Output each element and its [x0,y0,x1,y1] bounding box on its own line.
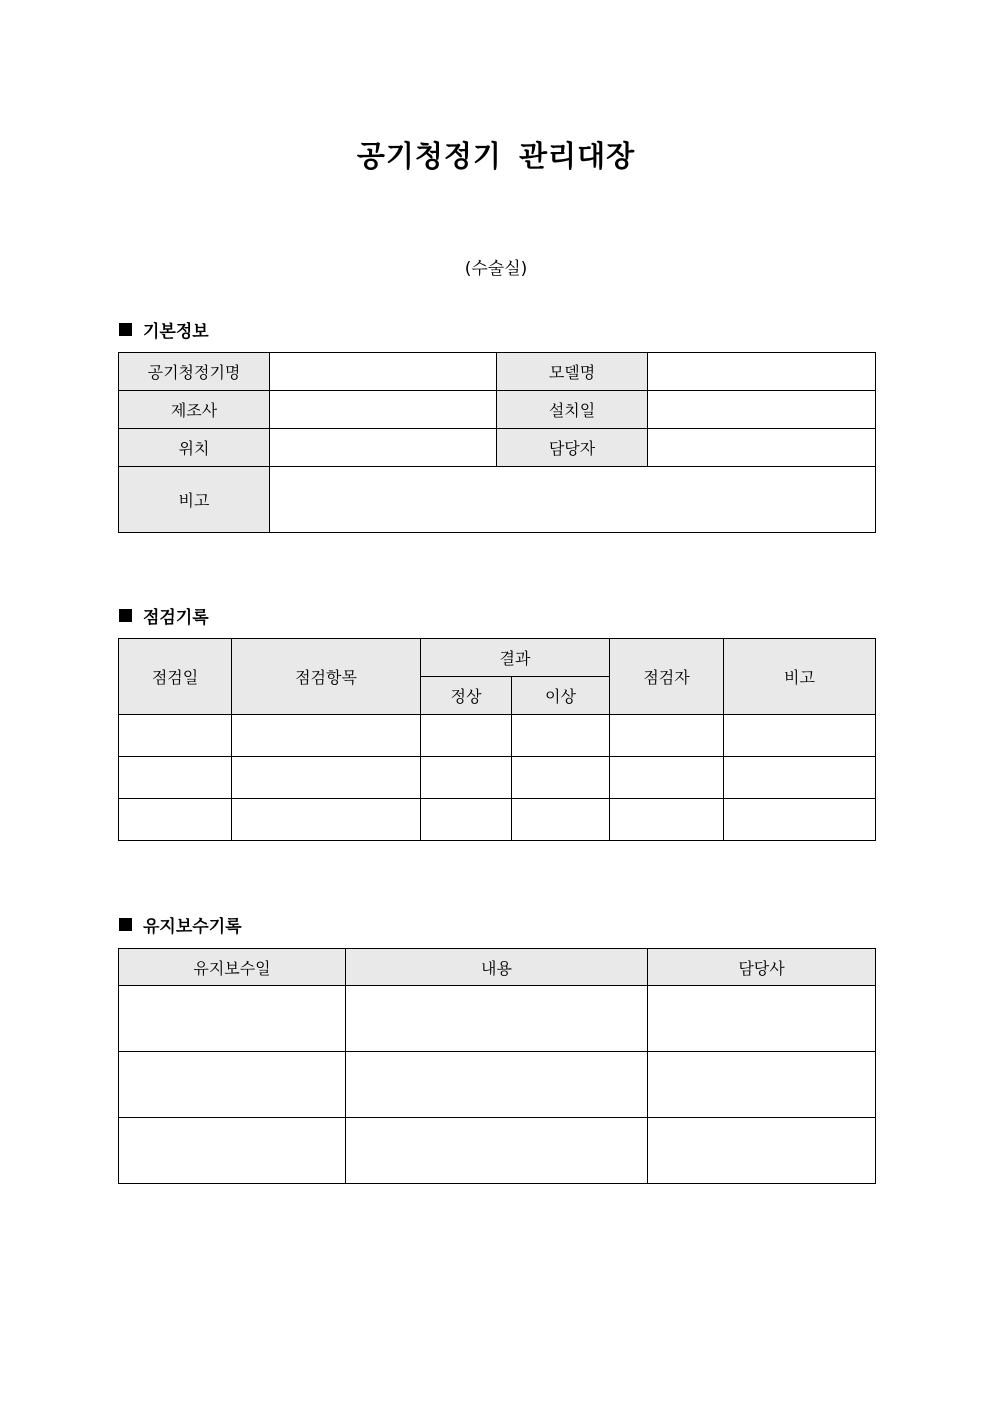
label-cell: 설치일 [497,391,648,429]
label-cell: 제조사 [119,391,270,429]
cell-manager[interactable] [648,986,876,1052]
table-row [119,391,876,429]
section-title: 유지보수기록 [143,917,242,937]
cell-abnormal[interactable] [512,757,610,799]
cell-note[interactable] [724,715,876,757]
column-header: 점검자 [610,639,724,715]
column-header: 내용 [346,949,648,986]
column-header: 점검일 [119,639,232,715]
label-cell: 비고 [119,467,270,533]
table-row [119,353,876,391]
cell-item[interactable] [232,757,421,799]
section-inspection-heading [119,603,209,628]
cell-note[interactable] [724,757,876,799]
value-cell-install-date[interactable] [648,391,876,429]
header-row [119,639,876,677]
table-row [119,799,876,841]
cell-inspector[interactable] [610,757,724,799]
cell-content[interactable] [346,1118,648,1184]
cell-date[interactable] [119,799,232,841]
label-cell: 공기청정기명 [119,353,270,391]
cell-content[interactable] [346,1052,648,1118]
column-header: 유지보수일 [119,949,346,986]
value-cell-model-name[interactable] [648,353,876,391]
cell-abnormal[interactable] [512,715,610,757]
cell-date[interactable] [119,1052,346,1118]
table-row [119,1118,876,1184]
square-bullet-icon [119,609,132,622]
cell-date[interactable] [119,986,346,1052]
document-title: 공기청정기 관리대장 [356,139,636,173]
label-cell: 모델명 [497,353,648,391]
table-row [119,715,876,757]
section-title: 점검기록 [143,608,209,628]
cell-inspector[interactable] [610,799,724,841]
section-basic-info-heading [119,317,209,342]
column-header: 점검항목 [232,639,421,715]
cell-normal[interactable] [421,799,512,841]
section-maintenance-heading [119,912,242,937]
table-row [119,467,876,533]
cell-inspector[interactable] [610,715,724,757]
column-header: 담당사 [648,949,876,986]
square-bullet-icon [119,323,132,336]
section-title: 기본정보 [143,322,209,342]
table-row [119,986,876,1052]
cell-manager[interactable] [648,1118,876,1184]
column-header: 비고 [724,639,876,715]
table-row [119,757,876,799]
value-cell-person-in-charge[interactable] [648,429,876,467]
basic-info-table [118,352,876,533]
table-row [119,429,876,467]
maintenance-table [118,948,876,1184]
cell-normal[interactable] [421,715,512,757]
inspection-table [118,638,876,841]
table-row [119,1052,876,1118]
cell-date[interactable] [119,757,232,799]
cell-manager[interactable] [648,1052,876,1118]
header-row [119,949,876,986]
cell-abnormal[interactable] [512,799,610,841]
column-header: 결과 [421,639,610,677]
column-header: 정상 [421,677,512,715]
cell-item[interactable] [232,715,421,757]
cell-date[interactable] [119,715,232,757]
cell-note[interactable] [724,799,876,841]
column-header: 이상 [512,677,610,715]
cell-normal[interactable] [421,757,512,799]
square-bullet-icon [119,918,132,931]
label-cell: 담당자 [497,429,648,467]
value-cell-manufacturer[interactable] [270,391,497,429]
value-cell-location[interactable] [270,429,497,467]
cell-item[interactable] [232,799,421,841]
cell-date[interactable] [119,1118,346,1184]
label-cell: 위치 [119,429,270,467]
value-cell-device-name[interactable] [270,353,497,391]
value-cell-memo[interactable] [270,467,876,533]
cell-content[interactable] [346,986,648,1052]
document-subtitle: (수술실) [464,259,528,279]
